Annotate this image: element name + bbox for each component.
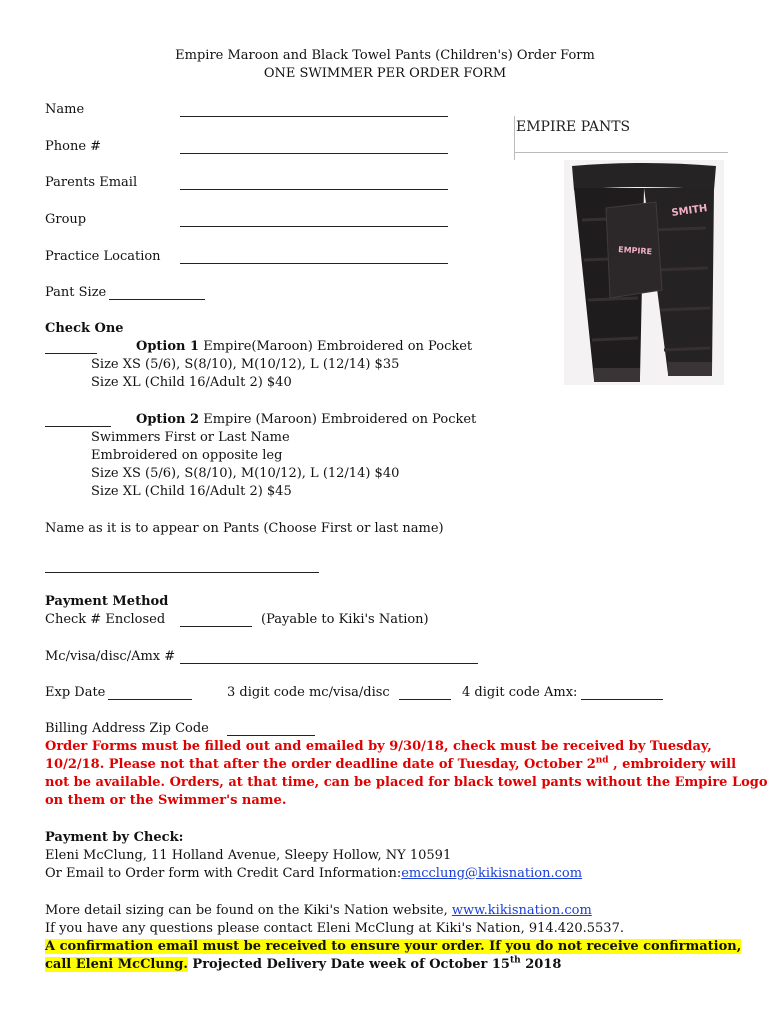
option2-description: Empire (Maroon) Embroidered on Pocket bbox=[203, 412, 477, 427]
parents-email-label: Parents Email bbox=[45, 175, 138, 190]
payment-method-heading: Payment Method bbox=[45, 594, 169, 609]
pocket-embroidery: EMPIRE bbox=[617, 245, 653, 257]
pant-size-field[interactable] bbox=[109, 287, 205, 300]
form-subtitle: ONE SWIMMER PER ORDER FORM bbox=[263, 66, 507, 81]
card-number-label: Mc/visa/disc/Amx # bbox=[45, 649, 176, 664]
website-link[interactable]: www.kikisnation.com bbox=[451, 903, 592, 918]
deadline-notice-line2 bbox=[45, 756, 736, 774]
confirmation-line1 bbox=[45, 938, 741, 956]
name-on-pants-label: Name as it is to appear on Pants (Choose First or last name) bbox=[45, 521, 444, 536]
check-enclosed-label: Check # Enclosed bbox=[45, 612, 166, 627]
sizing-info-text: More detail sizing can be found on the Kiki's Nation website, bbox=[45, 903, 452, 918]
deadline-notice-line3: not be available. Orders, at that time, can be placed for black towel pants without the Empire Logo bbox=[45, 775, 768, 790]
email-instruction-text: Or Email to Order form with Credit Card Information: bbox=[45, 866, 402, 881]
towel-pants-image bbox=[564, 160, 724, 385]
amx-code-field[interactable] bbox=[581, 687, 663, 700]
deadline-notice-tail: , embroidery will bbox=[608, 757, 737, 772]
card-number-field[interactable] bbox=[180, 651, 478, 664]
option2-sizes: Size XS (5/6), S(8/10), M(10/12), L (12/14) $40 bbox=[91, 466, 400, 481]
option2-leg-line: Embroidered on opposite leg bbox=[91, 448, 283, 463]
check-number-field[interactable] bbox=[180, 614, 252, 627]
option2-xl: Size XL (Child 16/Adult 2) $45 bbox=[91, 484, 292, 499]
deadline-notice-line1: Order Forms must be filled out and emailed by 9/30/18, check must be received by Tuesday, bbox=[45, 739, 712, 754]
amx-code-label: 4 digit code Amx: bbox=[462, 685, 578, 700]
group-label: Group bbox=[45, 212, 87, 227]
contact-email-link[interactable]: emcclung@kikisnation.com bbox=[401, 866, 583, 881]
confirmation-highlight: A confirmation email must be received to ensure your order. If you do not receive confirmation, bbox=[45, 939, 742, 954]
zip-code-field[interactable] bbox=[227, 723, 315, 736]
option2-label: Option 2 bbox=[136, 412, 200, 427]
group-field[interactable] bbox=[180, 214, 448, 227]
option1-line bbox=[136, 338, 472, 356]
deadline-notice-sup: nd bbox=[595, 755, 609, 766]
exp-date-label: Exp Date bbox=[45, 685, 106, 700]
sizing-info bbox=[45, 902, 592, 920]
option2-name-line: Swimmers First or Last Name bbox=[91, 430, 290, 445]
name-on-pants-field[interactable] bbox=[45, 560, 319, 573]
deadline-notice-text: 10/2/18. Please not that after the order deadline date of Tuesday, October 2 bbox=[45, 757, 596, 772]
name-field[interactable] bbox=[180, 104, 448, 117]
email-instruction bbox=[45, 865, 582, 883]
delivery-date-sup: th bbox=[509, 955, 521, 966]
option1-description: Empire(Maroon) Embroidered on Pocket bbox=[203, 339, 473, 354]
check-one-heading: Check One bbox=[45, 321, 124, 336]
practice-location-label: Practice Location bbox=[45, 249, 161, 264]
payment-by-check-heading: Payment by Check: bbox=[45, 830, 184, 845]
option2-line bbox=[136, 411, 476, 429]
pant-size-label: Pant Size bbox=[45, 285, 107, 300]
practice-location-field[interactable] bbox=[180, 251, 448, 264]
caption-underline bbox=[514, 152, 728, 153]
leg-embroidery: SMITH bbox=[670, 203, 709, 219]
phone-label: Phone # bbox=[45, 139, 102, 154]
option1-xl: Size XL (Child 16/Adult 2) $40 bbox=[91, 375, 292, 390]
security-code-label: 3 digit code mc/visa/disc bbox=[227, 685, 390, 700]
option1-label: Option 1 bbox=[136, 339, 200, 354]
parents-email-field[interactable] bbox=[180, 177, 448, 190]
questions-contact: If you have any questions please contact Eleni McClung at Kiki's Nation, 914.420.5537. bbox=[45, 921, 624, 936]
exp-date-field[interactable] bbox=[108, 687, 192, 700]
deadline-notice-line4: on them or the Swimmer's name. bbox=[45, 793, 287, 808]
confirmation-line2 bbox=[45, 956, 561, 974]
mailing-address: Eleni McClung, 11 Holland Avenue, Sleepy Hollow, NY 10591 bbox=[45, 848, 452, 863]
form-title: Empire Maroon and Black Towel Pants (Children's) Order Form bbox=[175, 48, 595, 63]
security-code-field[interactable] bbox=[399, 687, 451, 700]
caption-divider bbox=[514, 116, 515, 160]
option1-checkbox[interactable] bbox=[45, 341, 97, 354]
phone-field[interactable] bbox=[180, 141, 448, 154]
delivery-year: 2018 bbox=[520, 957, 562, 972]
call-eleni-highlight: call Eleni McClung. bbox=[45, 957, 188, 972]
payable-note: (Payable to Kiki's Nation) bbox=[261, 612, 429, 627]
delivery-date-text: Projected Delivery Date week of October 15 bbox=[187, 957, 510, 972]
zip-code-label: Billing Address Zip Code bbox=[45, 721, 209, 736]
name-label: Name bbox=[45, 102, 85, 117]
option2-checkbox[interactable] bbox=[45, 414, 111, 427]
pants-photo-panel bbox=[510, 110, 732, 390]
photo-caption: EMPIRE PANTS bbox=[516, 119, 631, 135]
option1-sizes: Size XS (5/6), S(8/10), M(10/12), L (12/14) $35 bbox=[91, 357, 400, 372]
